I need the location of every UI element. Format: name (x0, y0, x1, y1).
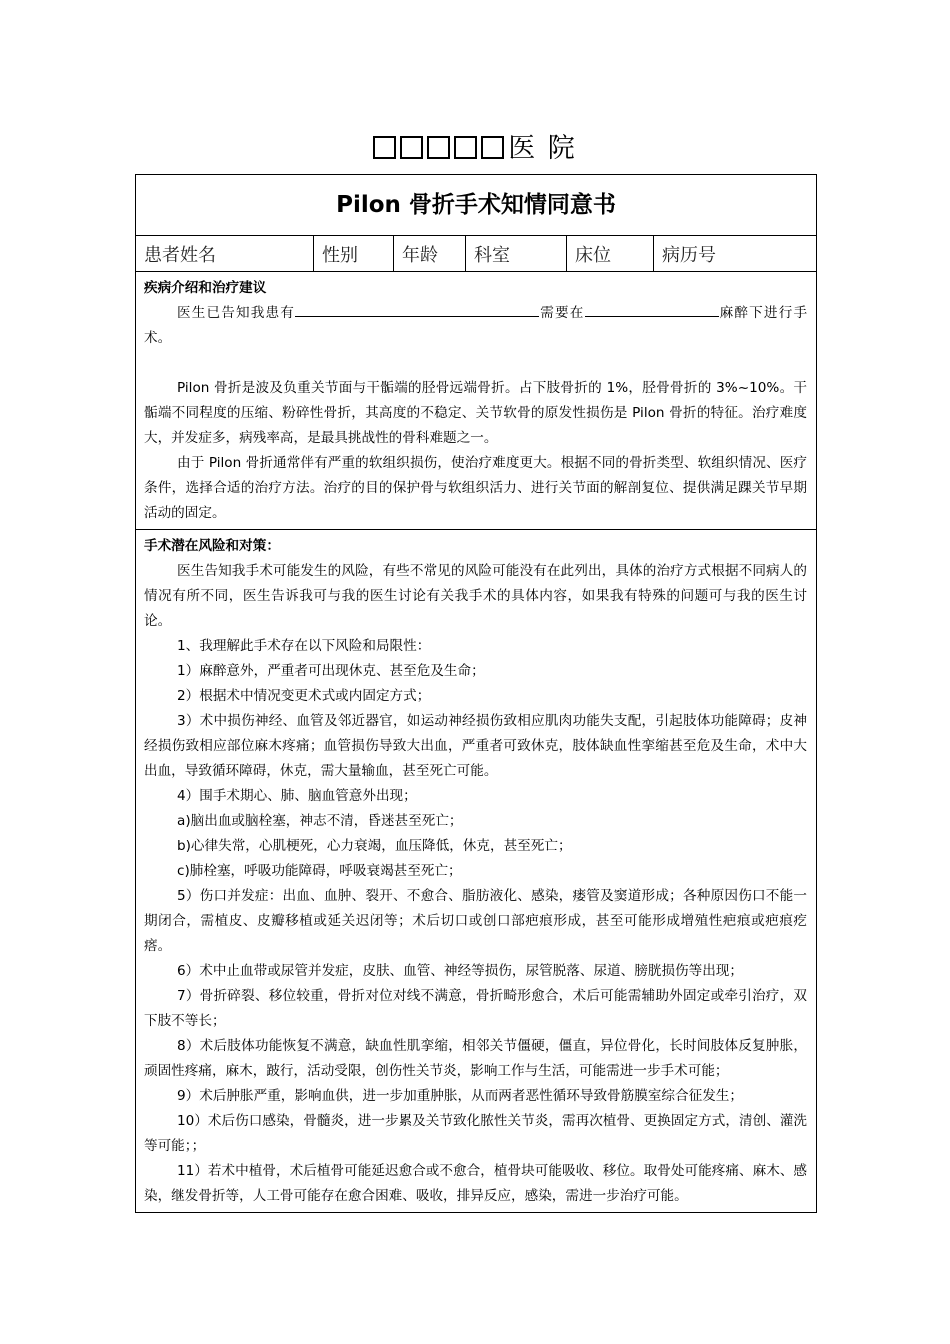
anesthesia-blank[interactable] (585, 302, 719, 317)
hospital-name-placeholder-box (454, 136, 477, 159)
section-heading: 疾病介绍和治疗建议 (144, 280, 267, 296)
risk-item: 11）若术中植骨，术后植骨可能延迟愈合或不愈合，植骨块可能吸收、移位。取骨处可能疼痛、麻木、感染，继发骨折等，人工骨可能存在愈合困难、吸收，排异反应，感染，需进一步治疗可能。 (144, 1163, 808, 1204)
field-patient-name[interactable]: 患者姓名 (136, 236, 314, 272)
hospital-name-placeholder-box (481, 136, 504, 159)
risk-item: 1、我理解此手术存在以下风险和局限性： (177, 638, 431, 654)
hospital-name-placeholder-box (373, 136, 396, 159)
hospital-name-placeholder-box (427, 136, 450, 159)
consent-form (135, 174, 817, 1213)
risk-item: a)脑出血或脑栓塞，神志不清，昏迷甚至死亡； (177, 813, 463, 829)
field-gender[interactable]: 性别 (314, 236, 394, 272)
field-age[interactable]: 年龄 (394, 236, 466, 272)
risk-item: c)肺栓塞，呼吸功能障碍，呼吸衰竭甚至死亡； (177, 863, 462, 879)
risk-item: 1）麻醉意外，严重者可出现休克、甚至危及生命； (177, 663, 485, 679)
risk-item: 8）术后肢体功能恢复不满意，缺血性肌挛缩，相邻关节僵硬，僵直，异位骨化，长时间肢体反复肿胀，顽固性疼痛，麻木，跛行，活动受限，创伤性关节炎，影响工作与生活，可能需进一步手术可能； (144, 1038, 808, 1079)
risk-item: 医生告知我手术可能发生的风险，有些不常见的风险可能没有在此列出，具体的治疗方式根据不同病人的情况有所不同，医生告诉我可与我的医生讨论有关我手术的具体内容，如果我有特殊的问题可与我的医生讨论。 (144, 563, 808, 629)
hospital-name-placeholder-box (400, 136, 423, 159)
risk-item: 2）根据术中情况变更术式或内固定方式； (177, 688, 431, 704)
risk-section (136, 530, 817, 1213)
disease-intro-section (136, 272, 817, 530)
hospital-suffix: 医 院 (508, 133, 577, 164)
risk-item: 5）伤口并发症：出血、血肿、裂开、不愈合、脂肪液化、感染，瘘管及窦道形成；各种原因伤口不能一期闭合，需植皮、皮瓣移植或延关迟闭等；术后切口或创口部疤痕形成，甚至可能形成增殖性疤痕或疤痕疙瘩。 (144, 888, 808, 954)
risk-item: 10）术后伤口感染，骨髓炎，进一步累及关节致化脓性关节炎，需再次植骨、更换固定方式，清创、灌洗等可能；； (144, 1113, 808, 1154)
risk-item: 9）术后肿胀严重，影响血供，进一步加重肿胀，从而两者恶性循环导致骨筋膜室综合征发生； (177, 1088, 743, 1104)
form-title: Pilon 骨折手术知情同意书 (136, 175, 817, 236)
paragraph: 由于 Pilon 骨折通常伴有严重的软组织损伤，使治疗难度更大。根据不同的骨折类型、软组织情况、医疗条件，选择合适的治疗方法。治疗的目的保护骨与软组织活力、进行关节面的解剖复位、提供满足踝关节早期活动的固定。 (144, 455, 808, 521)
risk-item: b)心律失常，心肌梗死，心力衰竭，血压降低，休克，甚至死亡； (177, 838, 572, 854)
paragraph: Pilon 骨折是波及负重关节面与干骺端的胫骨远端骨折。占下肢骨折的 1%，胫骨骨折的 3%~10%。干骺端不同程度的压缩、粉碎性骨折，其高度的不稳定、关节软骨的原发性损伤是 Pilon 骨折的特征。治疗难度大，并发症多，病残率高，是最具挑战性的骨科难题之一。 (144, 380, 808, 446)
field-bed[interactable]: 床位 (567, 236, 654, 272)
risk-item: 7）骨折碎裂、移位较重，骨折对位对线不满意，骨折畸形愈合，术后可能需辅助外固定或牵引治疗，双下肢不等长； (144, 988, 808, 1029)
field-record-number[interactable]: 病历号 (654, 236, 817, 272)
diagnosis-blank[interactable] (295, 302, 539, 317)
field-department[interactable]: 科室 (466, 236, 567, 272)
risk-item: 6）术中止血带或尿管并发症，皮肤、血管、神经等损伤，尿管脱落、尿道、膀胱损伤等出现； (177, 963, 743, 979)
patient-info-row (136, 236, 817, 272)
risk-item: 4）围手术期心、肺、脑血管意外出现； (177, 788, 417, 804)
diagnosis-statement: 医生已告知我患有 需要在 麻醉下进行手术。 (144, 301, 807, 351)
hospital-header (0, 132, 950, 166)
section-heading: 手术潜在风险和对策： (144, 538, 280, 554)
risk-item: 3）术中损伤神经、血管及邻近器官，如运动神经损伤致相应肌肉功能失支配，引起肢体功能障碍；皮神经损伤致相应部位麻木疼痛；血管损伤导致大出血，严重者可致休克，肢体缺血性挛缩甚至危及生命，术中大出血，导致循环障碍，休克，需大量输血，甚至死亡可能。 (144, 713, 808, 779)
